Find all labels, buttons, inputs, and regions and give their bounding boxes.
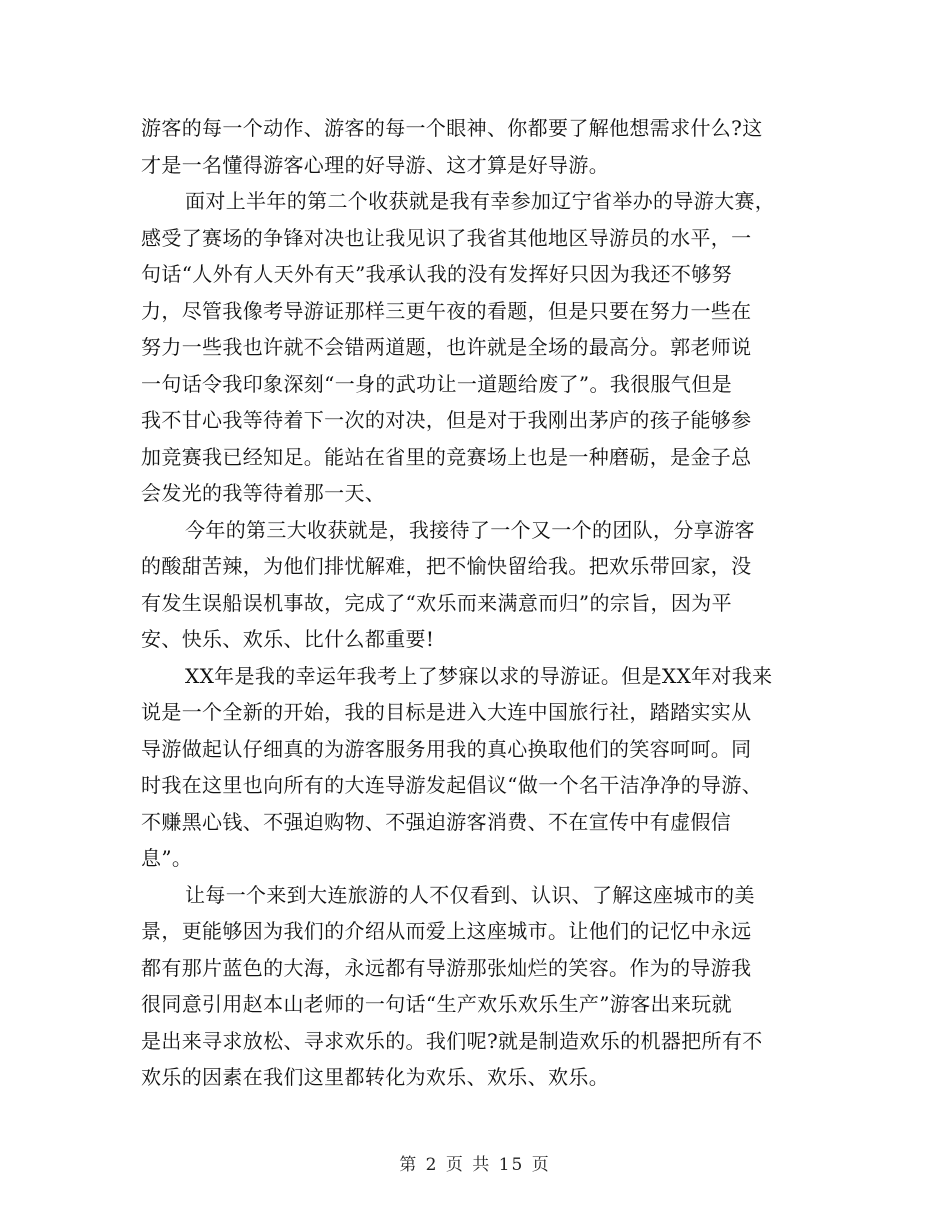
paragraph-start-line: XX年是我的幸运年我考上了梦寐以求的导游证。但是XX年对我来 [185, 663, 773, 688]
paragraph-start-line: 面对上半年的第二个收获就是我有幸参加辽宁省举办的导游大赛， [185, 189, 776, 213]
text-line: 才是一名懂得游客心理的好导游、这才算是好导游。 [141, 152, 610, 177]
text-line: 说是一个全新的开始，我的目标是进入大连中国旅行社，踏踏实实从 [141, 700, 752, 724]
text-line: 的酸甜苦辣，为他们排忧解难，把不愉快留给我。把欢乐带回家，没 [141, 554, 752, 578]
text-line: 很同意引用赵本山老师的一句话“生产欢乐欢乐生产”游客出来玩就 [141, 992, 732, 1016]
text-line: 感受了赛场的争锋对决也让我见识了我省其他地区导游员的水平，一 [141, 225, 752, 250]
text-line: 欢乐的因素在我们这里都转化为欢乐、欢乐、欢乐。 [141, 1065, 610, 1089]
text-line: 句话“人外有人天外有天”我承认我的没有发挥好只因为我还不够努 [141, 262, 732, 286]
text-line: 会发光的我等待着那一天、 [141, 481, 386, 505]
text-line: 加竞赛我已经知足。能站在省里的竞赛场上也是一种磨砺，是金子总 [141, 444, 752, 469]
text-line: 安、快乐、欢乐、比什么都重要! [141, 627, 435, 651]
text-line: 我不甘心我等待着下一次的对决，但是对于我刚出茅庐的孩子能够参 [141, 408, 752, 432]
text-line: 是出来寻求放松、寻求欢乐的。我们呢?就是制造欢乐的机器把所有不 [141, 1028, 763, 1053]
text-line: 景，更能够因为我们的介绍从而爱上这座城市。让他们的记忆中永远 [141, 919, 752, 943]
text-line: 时我在这里也向所有的大连导游发起倡议“做一个名干洁净净的导游、 [141, 773, 763, 797]
text-line: 都有那片蓝色的大海，永远都有导游那张灿烂的笑容。作为的导游我 [141, 955, 752, 980]
text-line: 力，尽管我像考导游证那样三更午夜的看题，但是只要在努力一些在 [141, 298, 752, 323]
paragraph-start-line: 今年的第三大收获就是，我接待了一个又一个的团队，分享游客 [185, 517, 755, 542]
text-line: 努力一些我也许就不会错两道题，也许就是全场的最高分。郭老师说 [141, 335, 752, 359]
text-line: 导游做起认仔细真的为游客服务用我的真心换取他们的笑容呵呵。同 [141, 736, 752, 761]
text-line: 有发生误船误机事故，完成了“欢乐而来满意而归”的宗旨，因为平 [141, 590, 732, 615]
text-line: 不赚黑心钱、不强迫购物、不强迫游客消费、不在宣传中有虚假信 [141, 809, 732, 834]
text-line: 游客的每一个动作、游客的每一个眼神、你都要了解他想需求什么?这 [141, 116, 763, 140]
text-line: 一句话令我印象深刻“一身的武功让一道题给废了”。我很服气但是 [141, 371, 732, 396]
paragraph-start-line: 让每一个来到大连旅游的人不仅看到、认识、了解这座城市的美 [185, 882, 755, 907]
text-line: 息”。 [141, 846, 193, 870]
body-text [141, 110, 811, 1096]
page-number-footer: 第 2 页 共 15 页 [399, 1155, 551, 1175]
